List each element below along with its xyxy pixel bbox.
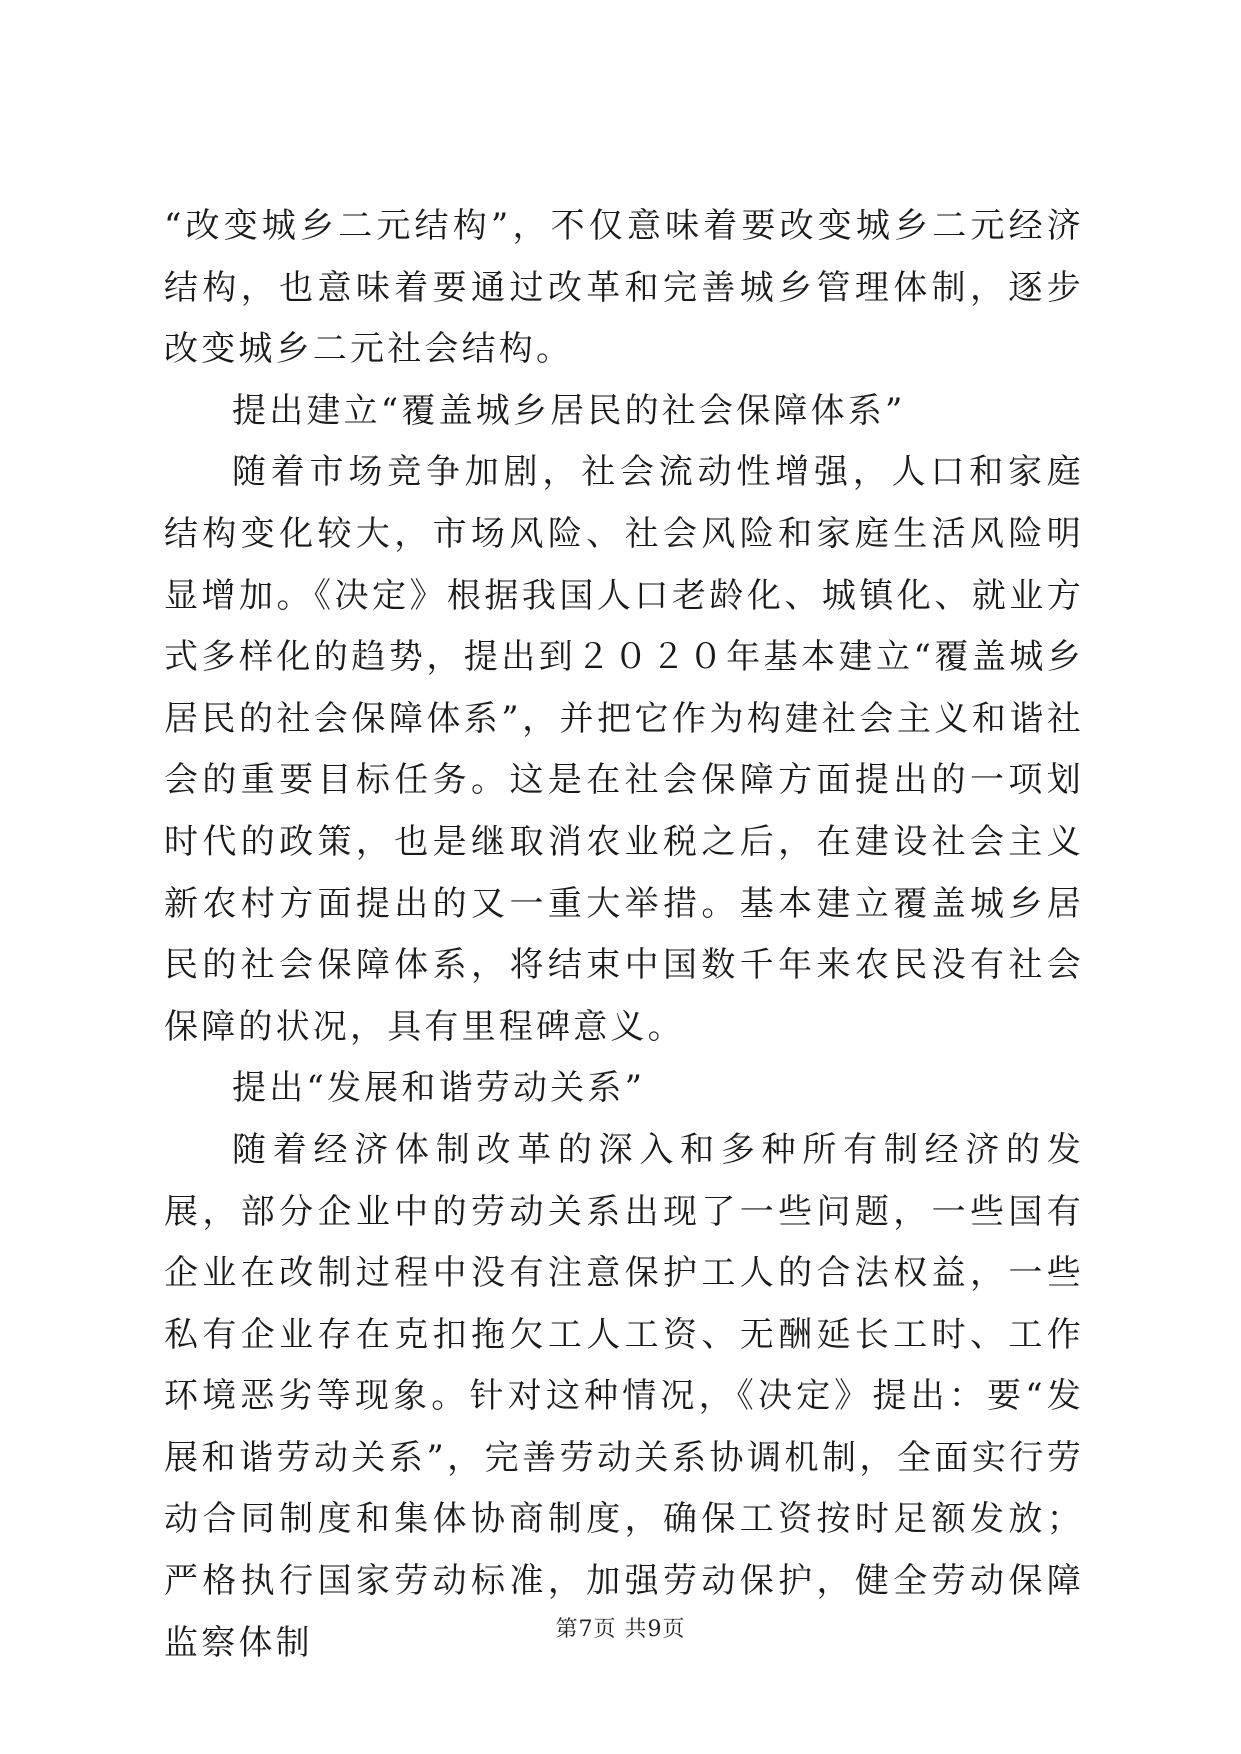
paragraph-social-security: 随着市场竞争加剧，社会流动性增强，人口和家庭结构变化较大，市场风险、社会风险和家庭生活风险明显增加。《决定》根据我国人口老龄化、城镇化、就业方式多样化的趋势，提出到２０２０年基本建立“覆盖城乡居民的社会保障体系”，并把它作为构建社会主义和谐社会的重要目标任务。这是在社会保障方面提出的一项划时代的政策，也是继取消农业税之后，在建设社会主义新农村方面提出的又一重大举措。基本建立覆盖城乡居民的社会保障体系，将结束中国数千年来农民没有社会保障的状况，具有里程碑意义。 <box>164 452 1084 1047</box>
document-body <box>164 196 1084 1674</box>
page-number-footer: 第7页 共9页 <box>555 1617 686 1642</box>
paragraph-labor-relations: 随着经济体制改革的深入和多种所有制经济的发展，部分企业中的劳动关系出现了一些问题，一些国有企业在改制过程中没有注意保护工人的合法权益，一些私有企业存在克扣拖欠工人工资、无酬延长工时、工作环境恶劣等现象。针对这种情况，《决定》提出：要“发展和谐劳动关系”，完善劳动关系协调机制，全面实行劳动合同制度和集体协商制度，确保工资按时足额发放；严格执行国家劳动标准，加强劳动保护，健全劳动保障监察体制 <box>164 1129 1084 1663</box>
section-heading-social-security: 提出建立“覆盖城乡居民的社会保障体系” <box>232 390 906 431</box>
paragraph-urban-rural-structure: “改变城乡二元结构”，不仅意味着要改变城乡二元经济结构，也意味着要通过改革和完善城乡管理体制，逐步改变城乡二元社会结构。 <box>164 206 1084 370</box>
section-heading-labor-relations: 提出“发展和谐劳动关系” <box>232 1068 646 1109</box>
